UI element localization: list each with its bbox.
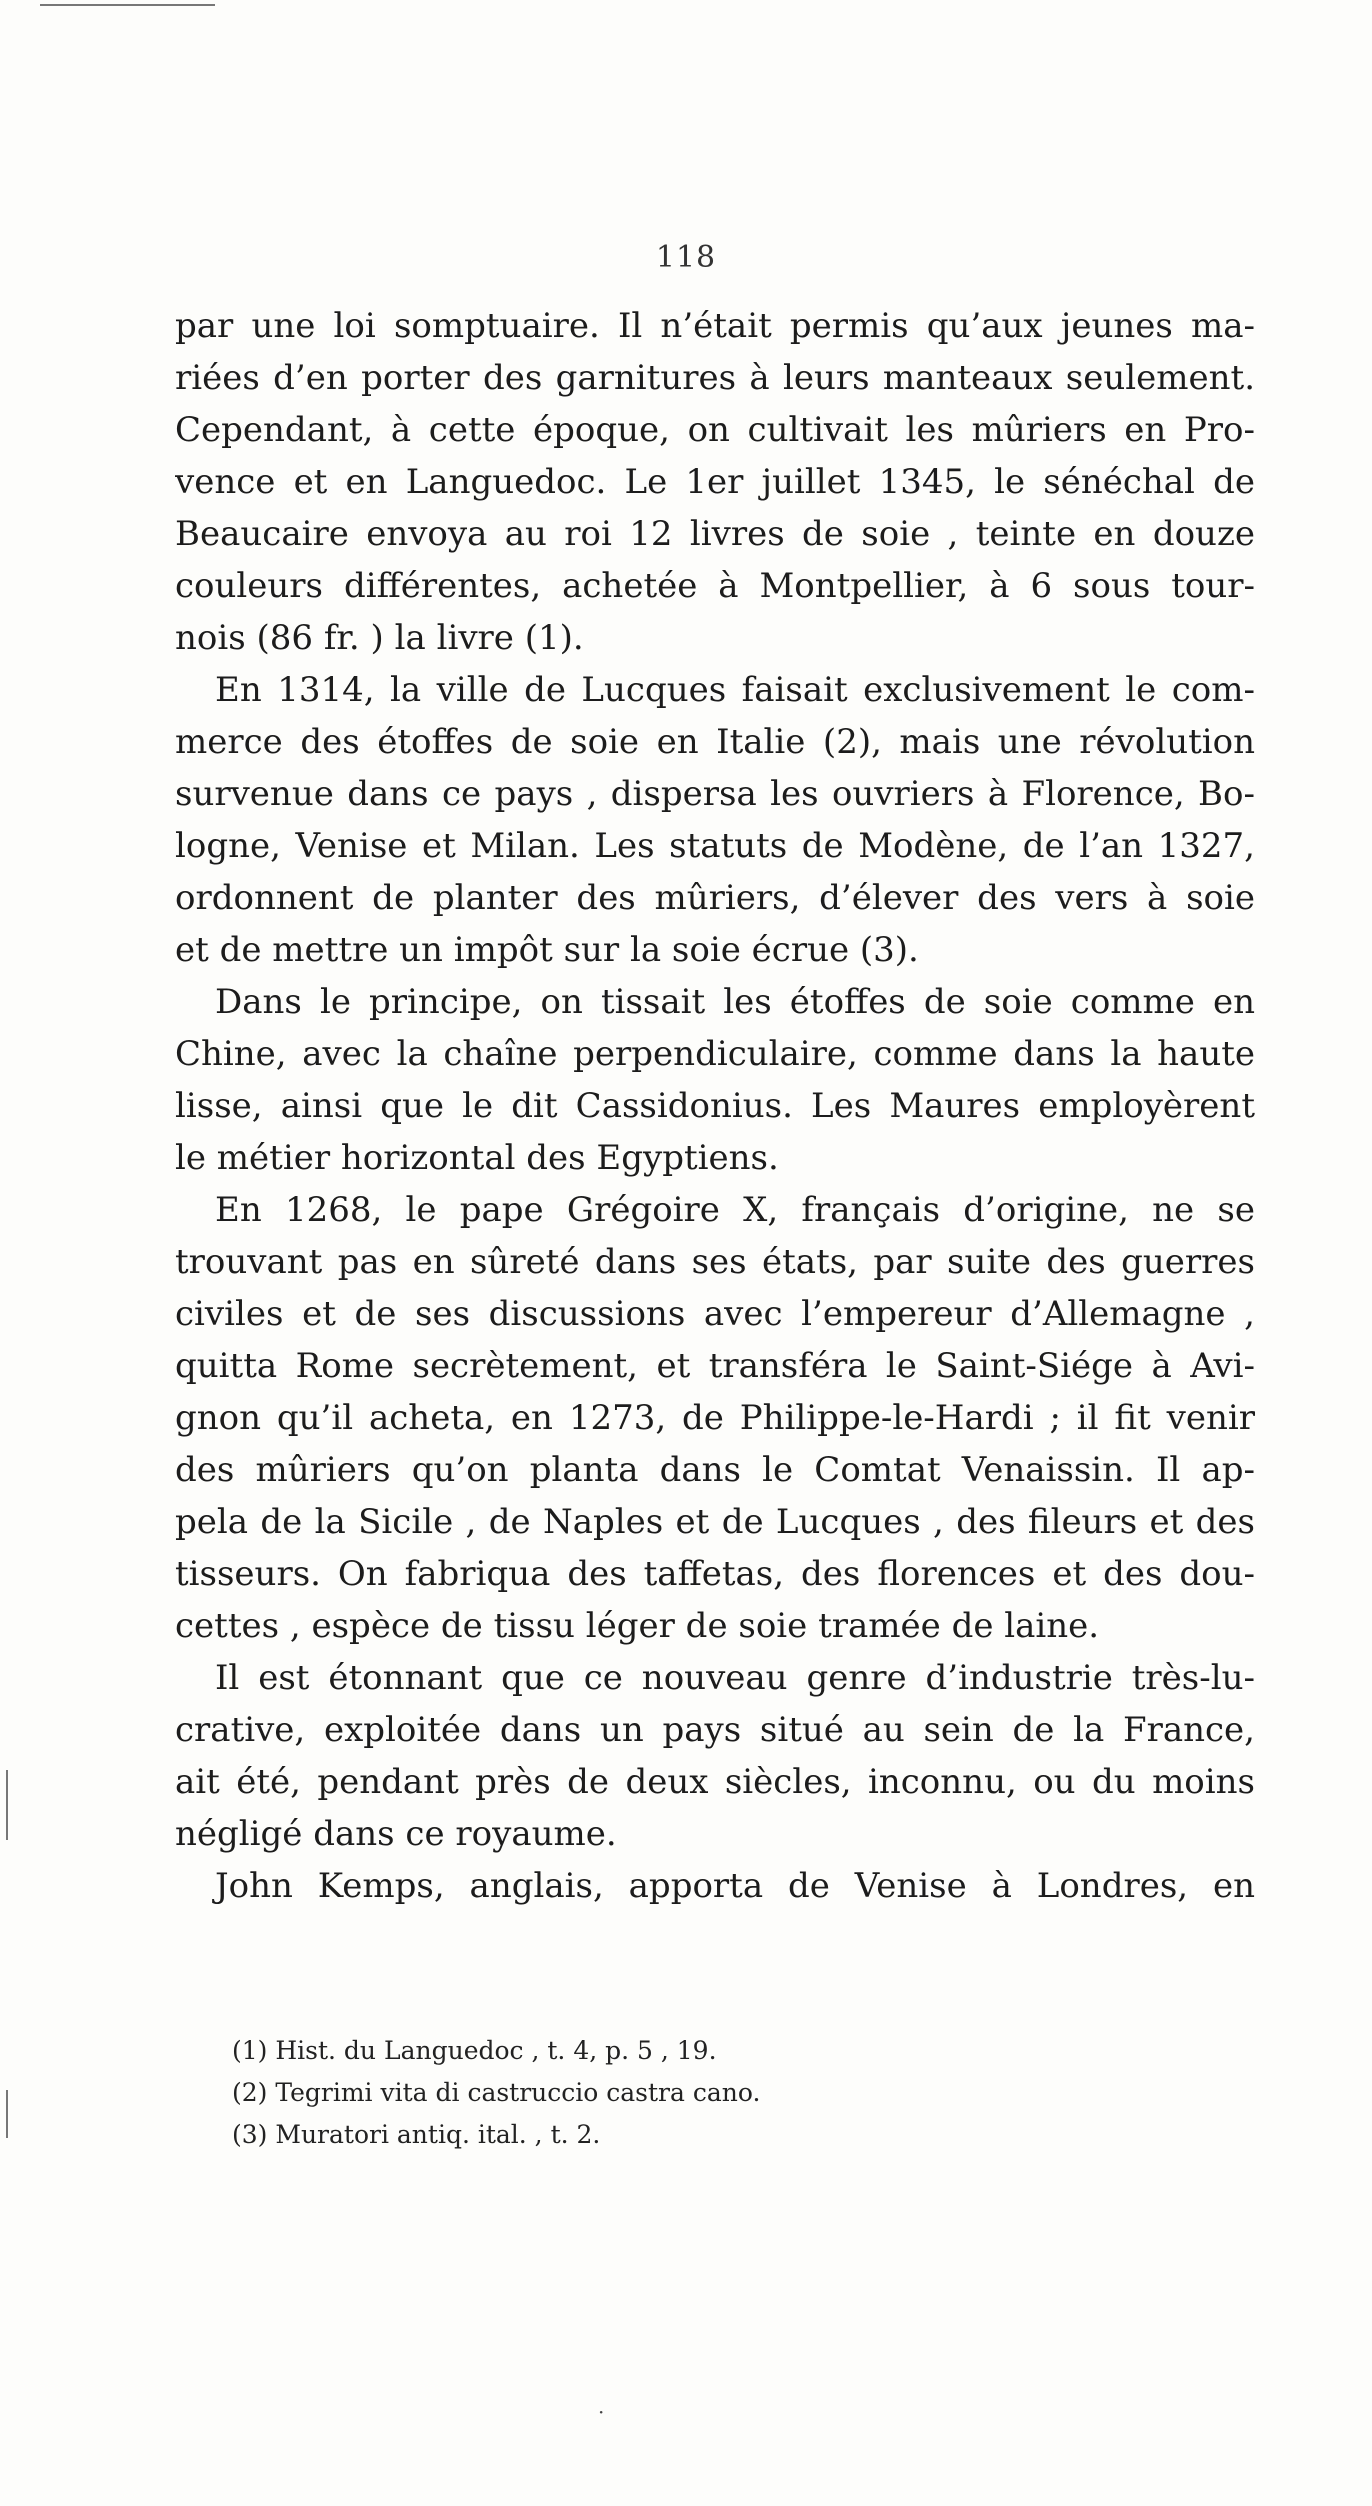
text-line: couleurs différentes, achetée à Montpellier, à 6 sous tour- bbox=[175, 566, 1255, 606]
text-line: le métier horizontal des Egyptiens. bbox=[175, 1138, 779, 1178]
text-line: ordonnent de planter des mûriers, d’élever des vers à soie bbox=[175, 878, 1255, 918]
text-line: Il est étonnant que ce nouveau genre d’industrie très-lu- bbox=[215, 1658, 1255, 1698]
footnote-1: (1) Hist. du Languedoc , t. 4, p. 5 , 19. bbox=[232, 2036, 717, 2065]
text-line: gnon qu’il acheta, en 1273, de Philippe-le-Hardi ; il fit venir bbox=[175, 1398, 1255, 1438]
text-line: et de mettre un impôt sur la soie écrue (3). bbox=[175, 930, 919, 970]
text-line: Chine, avec la chaîne perpendiculaire, comme dans la haute bbox=[175, 1034, 1255, 1074]
scan-edge-line-top bbox=[40, 4, 215, 6]
scan-edge-line-left-2 bbox=[6, 2090, 8, 2138]
scan-edge-line-left bbox=[6, 1770, 8, 1840]
text-line: En 1314, la ville de Lucques faisait exclusivement le com- bbox=[215, 670, 1255, 710]
text-line: riées d’en porter des garnitures à leurs manteaux seulement. bbox=[175, 358, 1255, 398]
text-line: Beaucaire envoya au roi 12 livres de soie , teinte en douze bbox=[175, 514, 1255, 554]
text-line: John Kemps, anglais, apporta de Venise à Londres, en bbox=[215, 1866, 1255, 1906]
text-line: des mûriers qu’on planta dans le Comtat Venaissin. Il ap- bbox=[175, 1450, 1255, 1490]
text-line: Dans le principe, on tissait les étoffes de soie comme en bbox=[215, 982, 1255, 1022]
text-line: ait été, pendant près de deux siècles, inconnu, ou du moins bbox=[175, 1762, 1255, 1802]
footnote-3: (3) Muratori antiq. ital. , t. 2. bbox=[232, 2120, 601, 2149]
text-line: crative, exploitée dans un pays situé au sein de la France, bbox=[175, 1710, 1255, 1750]
text-line: vence et en Languedoc. Le 1er juillet 1345, le sénéchal de bbox=[175, 462, 1255, 502]
text-line: nois (86 fr. ) la livre (1). bbox=[175, 618, 584, 658]
text-line: trouvant pas en sûreté dans ses états, par suite des guerres bbox=[175, 1242, 1255, 1282]
text-line: En 1268, le pape Grégoire X, français d’origine, ne se bbox=[215, 1190, 1255, 1230]
text-line: merce des étoffes de soie en Italie (2), mais une révolution bbox=[175, 722, 1255, 762]
text-line: négligé dans ce royaume. bbox=[175, 1814, 617, 1854]
scan-dot-mark: · bbox=[598, 2400, 605, 2424]
text-line: survenue dans ce pays , dispersa les ouvriers à Florence, Bo- bbox=[175, 774, 1255, 814]
text-line: pela de la Sicile , de Naples et de Lucques , des fileurs et des bbox=[175, 1502, 1255, 1542]
footnotes bbox=[232, 2030, 1132, 2156]
text-line: logne, Venise et Milan. Les statuts de Modène, de l’an 1327, bbox=[175, 826, 1255, 866]
text-line: cettes , espèce de tissu léger de soie tramée de laine. bbox=[175, 1606, 1100, 1646]
body-text bbox=[175, 300, 1255, 1912]
text-line: lisse, ainsi que le dit Cassidonius. Les Maures employèrent bbox=[175, 1086, 1255, 1126]
footnote-2: (2) Tegrimi vita di castruccio castra cano. bbox=[232, 2078, 761, 2107]
text-line: quitta Rome secrètement, et transféra le Saint-Siége à Avi- bbox=[175, 1346, 1255, 1386]
text-line: Cependant, à cette époque, on cultivait les mûriers en Pro- bbox=[175, 410, 1255, 450]
text-line: civiles et de ses discussions avec l’empereur d’Allemagne , bbox=[175, 1294, 1255, 1334]
page-number: 118 bbox=[655, 240, 717, 275]
text-line: tisseurs. On fabriqua des taffetas, des florences et des dou- bbox=[175, 1554, 1255, 1594]
text-line: par une loi somptuaire. Il n’était permis qu’aux jeunes ma- bbox=[175, 306, 1255, 346]
